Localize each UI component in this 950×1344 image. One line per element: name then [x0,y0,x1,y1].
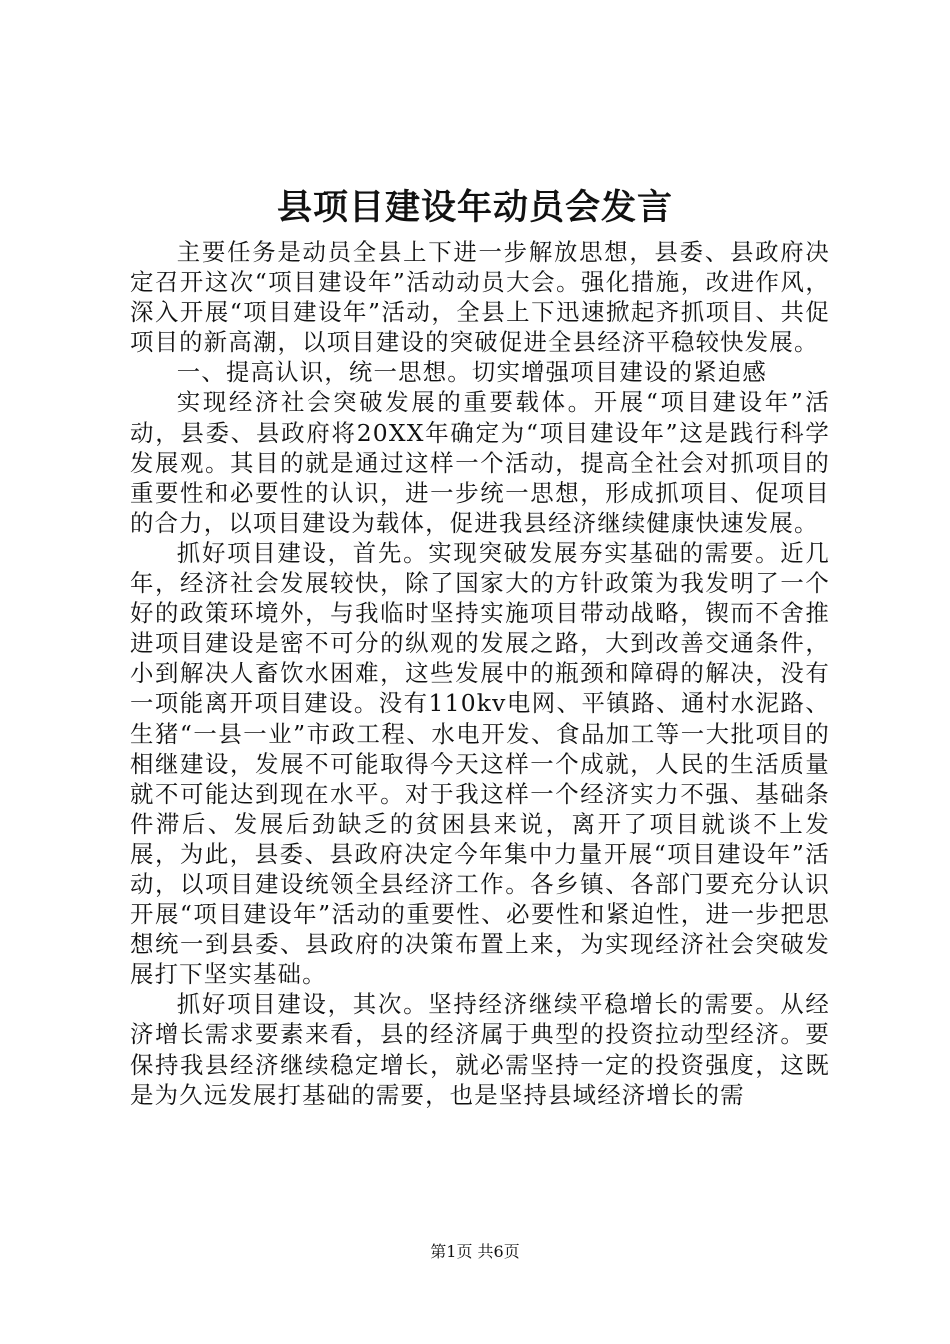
paragraph-intro: 主要任务是动员全县上下进一步解放思想，县委、县政府决定召开这次“项目建设年”活动动员大会。强化措施，改进作风，深入开展“项目建设年”活动，全县上下迅速掀起齐抓项目、共促项目的新高潮，以项目建设的突破促进全县经济平稳较快发展。 [130,238,830,357]
document-body [130,237,830,1110]
paragraph-second-point: 抓好项目建设，其次。坚持经济继续平稳增长的需要。从经济增长需求要素来看，县的经济属于典型的投资拉动型经济。要保持我县经济继续稳定增长，就必需坚持一定的投资强度，这既是为久远发展打基础的需要，也是坚持县域经济增长的需 [130,990,830,1109]
document-title: 县项目建设年动员会发言 [276,187,673,228]
paragraph-first-point: 抓好项目建设，首先。实现突破发展夯实基础的需要。近几年，经济社会发展较快，除了国家大的方针政策为我发明了一个好的政策环境外，与我临时坚持实施项目带动战略，锲而不舍推进项目建设是密不可分的纵观的发展之路，大到改善交通条件，小到解决人畜饮水困难，这些发展中的瓶颈和障碍的解决，没有一项能离开项目建设。没有110kv电网、平镇路、通村水泥路、生猪“一县一业”市政工程、水电开发、食品加工等一大批项目的相继建设，发展不可能取得今天这样一个成就，人民的生活质量就不可能达到现在水平。对于我这样一个经济实力不强、基础条件滞后、发展后劲缺乏的贫困县来说，离开了项目就谈不上发展，为此，县委、县政府决定今年集中力量开展“项目建设年”活动，以项目建设统领全县经济工作。各乡镇、各部门要充分认识开展“项目建设年”活动的重要性、必要性和紧迫性，进一步把思想统一到县委、县政府的决策布置上来，为实现经济社会突破发展打下坚实基础。 [130,538,830,989]
page-number-footer: 第1页 共6页 [430,1242,520,1261]
paragraph-carrier: 实现经济社会突破发展的重要载体。开展“项目建设年”活动，县委、县政府将20XX年确定为“项目建设年”这是践行科学发展观。其目的就是通过这样一个活动，提高全社会对抓项目的重要性和必要性的认识，进一步统一思想，形成抓项目、促项目的合力，以项目建设为载体，促进我县经济继续健康快速发展。 [130,388,830,537]
paragraph-section-heading: 一、提高认识，统一思想。切实增强项目建设的紧迫感 [176,358,767,387]
